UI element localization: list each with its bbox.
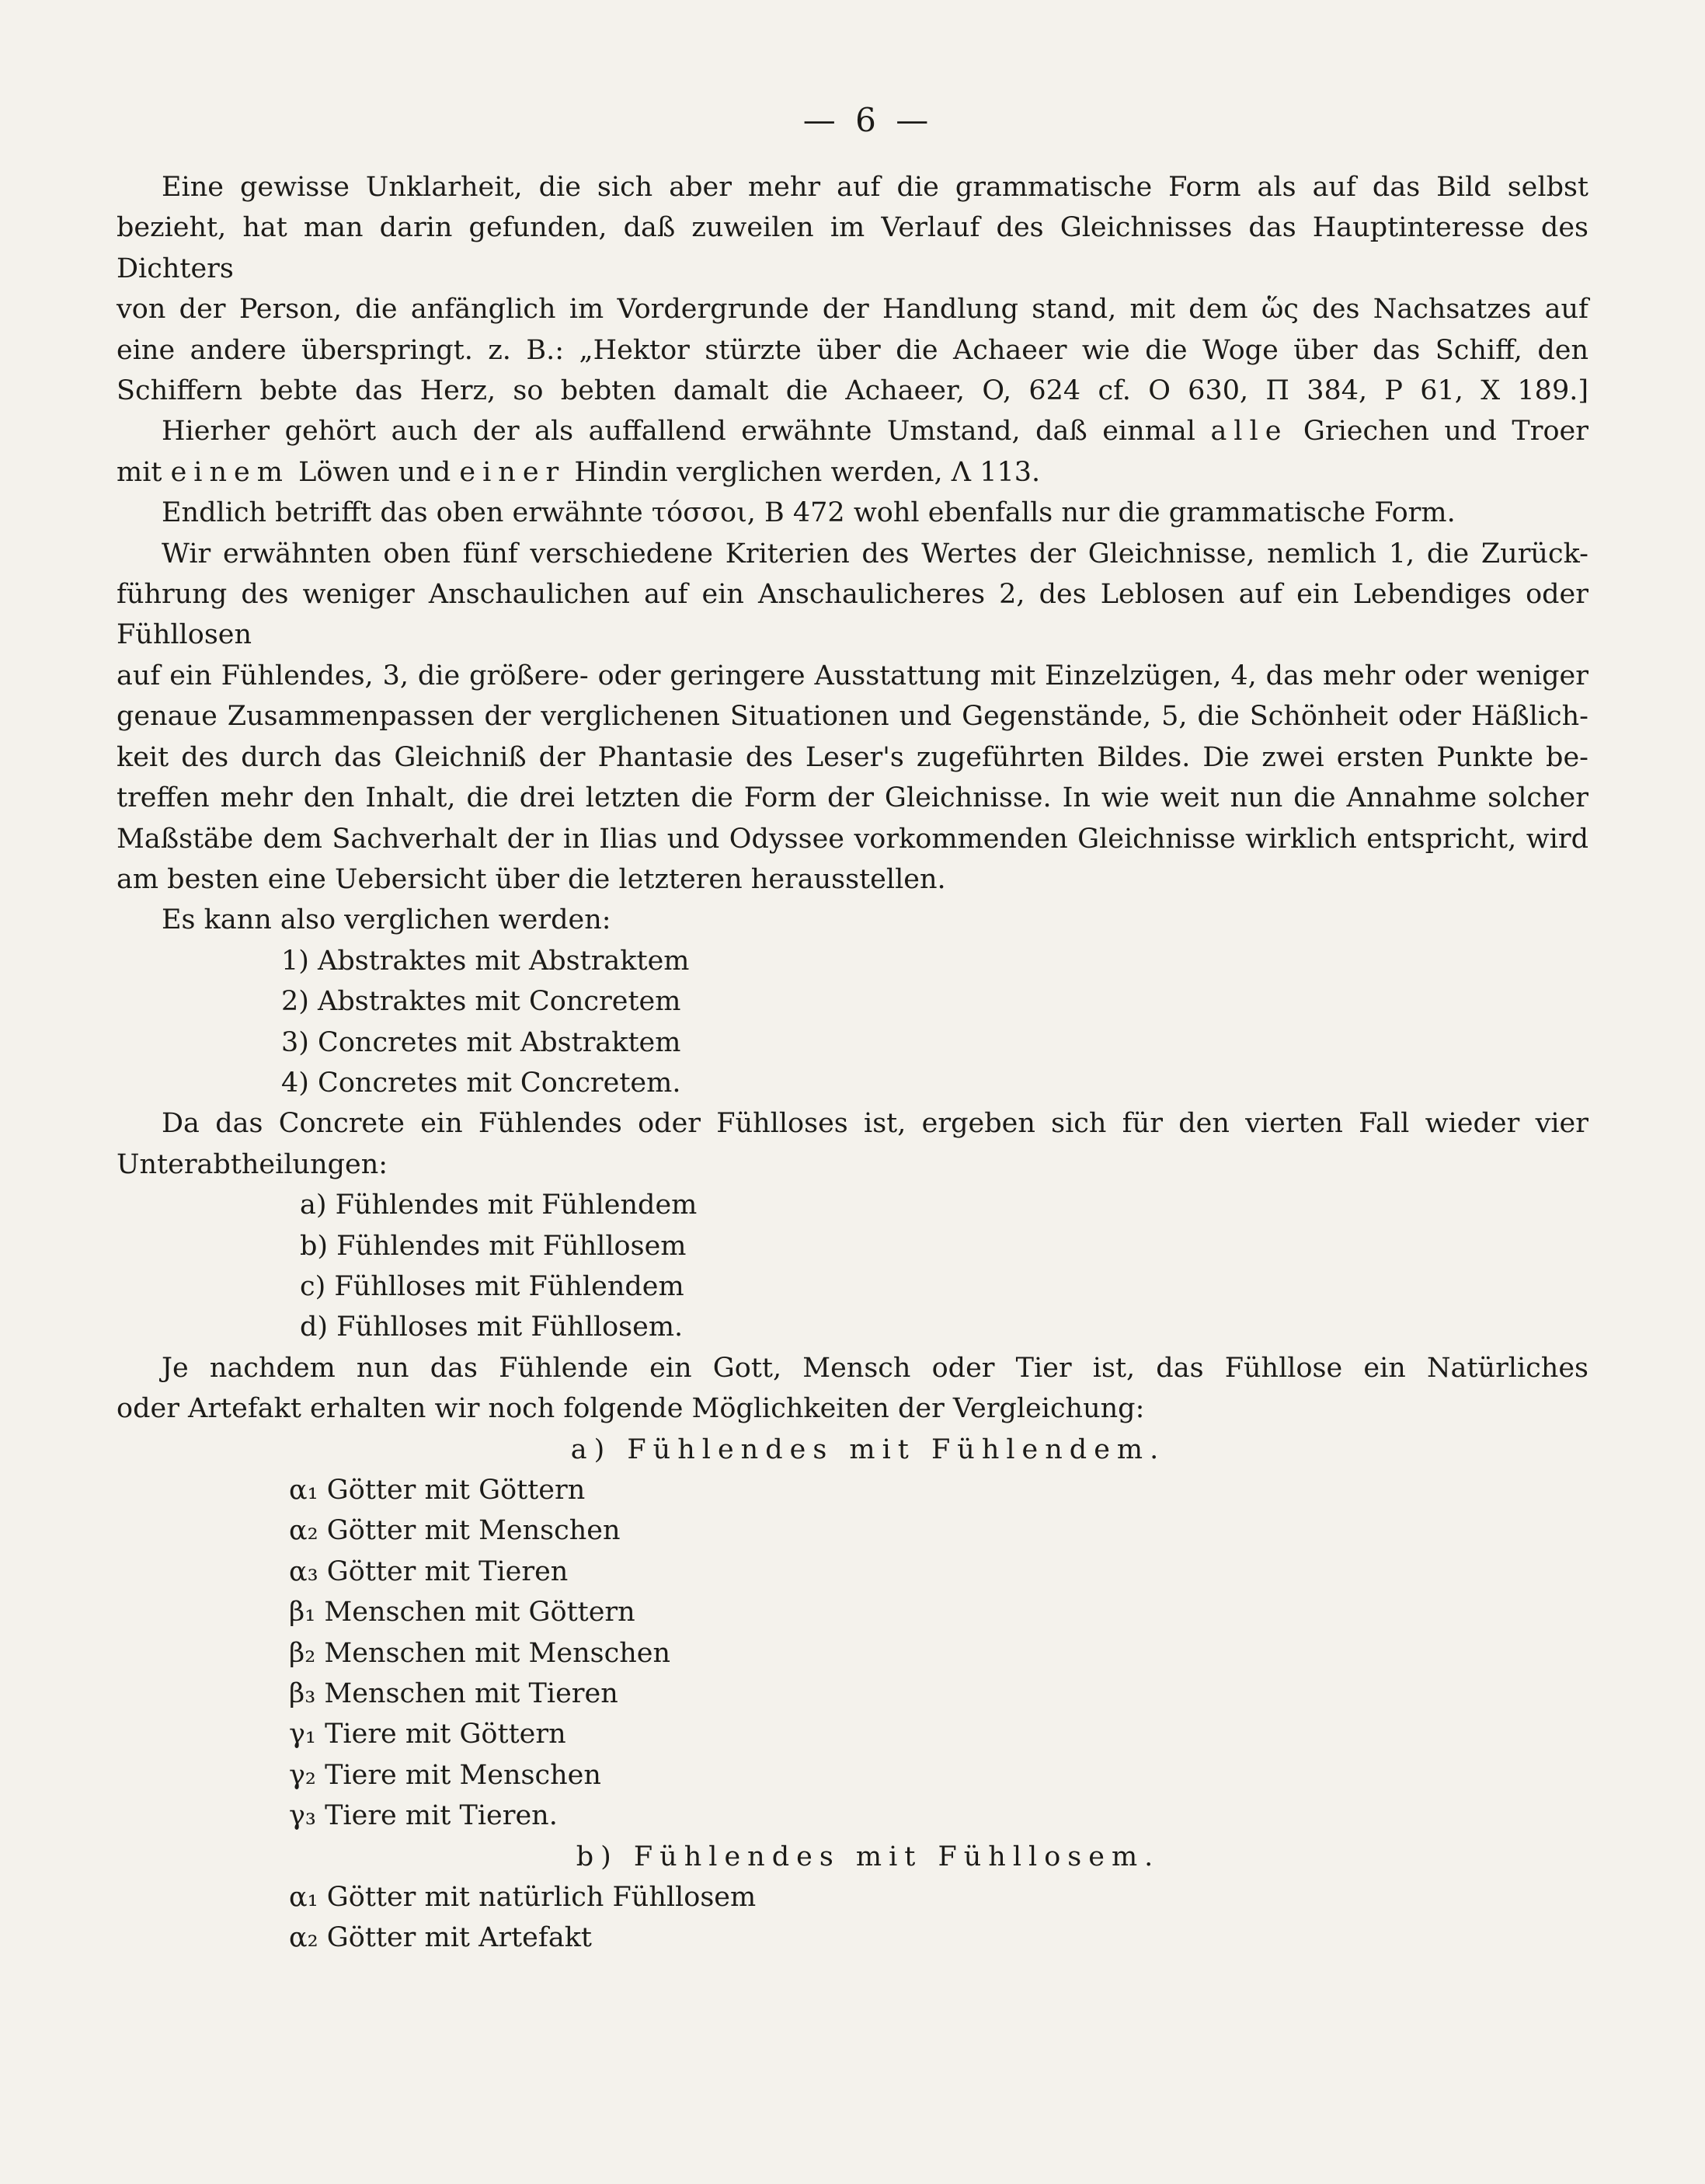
text-line: von der Person, die anfänglich im Vordergrunde der Handlung stand, mit dem ὥς des Nachsatzes auf (117, 294, 1588, 326)
list-item: a) Fühlendes mit Fühlendem (300, 1190, 698, 1221)
text-line: oder Artefakt erhalten wir noch folgende Möglichkeiten der Vergleichung: (117, 1393, 1145, 1425)
list-item: 2) Abstraktes mit Concretem (281, 986, 681, 1018)
text-line: eine andere überspringt. z. B.: „Hektor stürzte über die Achaeer wie die Woge über das Schiff, den (117, 334, 1588, 366)
text-line: auf ein Fühlendes, 3, die größere- oder geringere Ausstattung mit Einzelzügen, 4, das mehr oder weniger (117, 660, 1588, 691)
text-line: bezieht, hat man darin gefunden, daß zuweilen im Verlauf des Gleichnisses das Hauptinteresse des Dichters (117, 212, 1588, 284)
text-segment: Hierher gehört auch der als auffallend erwähnte Umstand, daß einmal (162, 416, 1195, 448)
list-item: 3) Concretes mit Abstraktem (281, 1026, 681, 1058)
text-line: keit des durch das Gleichniß der Phantasie des Leser's zugeführten Bildes. Die zwei ersten Punkte be- (117, 741, 1588, 773)
list-item: c) Fühlloses mit Fühlendem (300, 1270, 684, 1302)
list-item: α₂ Götter mit Artefakt (289, 1922, 592, 1954)
text-line: genaue Zusammenpassen der verglichenen Situationen und Gegenstände, 5, die Schönheit oder Häßlich- (117, 701, 1588, 733)
list-item: γ₂ Tiere mit Menschen (289, 1759, 601, 1791)
section-heading: b) Fühlendes mit Fühllosem. (576, 1841, 1160, 1872)
text-line (117, 452, 1588, 493)
text-line: Es kann also verglichen werden: (162, 904, 611, 936)
text-line: Schiffern bebte das Herz, so bebten damalt die Achaeer, O, 624 cf. O 630, Π 384, P 61, X 189.] (117, 375, 1588, 407)
page-number: — 6 — (802, 101, 934, 139)
list-item: α₂ Götter mit Menschen (289, 1515, 621, 1547)
list-item: b) Fühlendes mit Fühllosem (300, 1230, 687, 1262)
list-item: γ₁ Tiere mit Göttern (289, 1719, 566, 1750)
list-item: α₃ Götter mit Tieren (289, 1555, 569, 1587)
text-line: treffen mehr den Inhalt, die drei letzten die Form der Gleichnisse. In wie weit nun die Annahme solcher (117, 782, 1588, 814)
list-item: α₁ Götter mit Göttern (289, 1475, 586, 1506)
text-line: Da das Concrete ein Fühlendes oder Fühlloses ist, ergeben sich für den vierten Fall wieder vier (162, 1108, 1588, 1140)
list-item: α₁ Götter mit natürlich Fühllosem (289, 1882, 757, 1914)
list-item: 4) Concretes mit Concretem. (281, 1067, 681, 1099)
emphasis-text: alle (1210, 416, 1289, 448)
emphasis-text: einer (459, 456, 566, 488)
list-item: β₂ Menschen mit Menschen (289, 1637, 670, 1669)
text-segment: Löwen und (298, 456, 451, 488)
text-segment: Griechen und Troer (1303, 416, 1588, 448)
text-line: Maßstäbe dem Sachverhalt der in Ilias und Odyssee vorkommenden Gleichnisse wirklich entspricht, wird (117, 823, 1588, 855)
list-item: d) Fühlloses mit Fühllosem. (300, 1311, 684, 1343)
text-line: führung des weniger Anschaulichen auf ein Anschaulicheres 2, des Leblosen auf ein Lebendiges oder Fühllosen (117, 579, 1588, 651)
text-line: Wir erwähnten oben fünf verschiedene Kriterien des Wertes der Gleichnisse, nemlich 1, die Zurück- (162, 538, 1588, 570)
list-item: β₁ Menschen mit Göttern (289, 1597, 635, 1628)
text-line: Je nachdem nun das Fühlende ein Gott, Mensch oder Tier ist, das Fühllose ein Natürliches (162, 1352, 1588, 1384)
text-line: Endlich betrifft das oben erwähnte τόσσοι, B 472 wohl ebenfalls nur die grammatische Form. (162, 497, 1456, 529)
text-segment: Hindin verglichen werden, Λ 113. (574, 456, 1041, 488)
section-heading: a) Fühlendes mit Fühlendem. (570, 1433, 1166, 1465)
text-segment: mit (117, 456, 162, 488)
list-item: 1) Abstraktes mit Abstraktem (281, 945, 690, 977)
text-line: Eine gewisse Unklarheit, die sich aber mehr auf die grammatische Form als auf das Bild selbst (162, 172, 1588, 203)
body-text (117, 167, 1588, 1959)
emphasis-text: einem (170, 456, 290, 488)
text-line: Unterabtheilungen: (117, 1148, 388, 1180)
list-item: γ₃ Tiere mit Tieren. (289, 1800, 558, 1832)
text-line: am besten eine Uebersicht über die letzteren herausstellen. (117, 863, 946, 895)
text-line (117, 411, 1588, 451)
list-item: β₃ Menschen mit Tieren (289, 1678, 618, 1710)
